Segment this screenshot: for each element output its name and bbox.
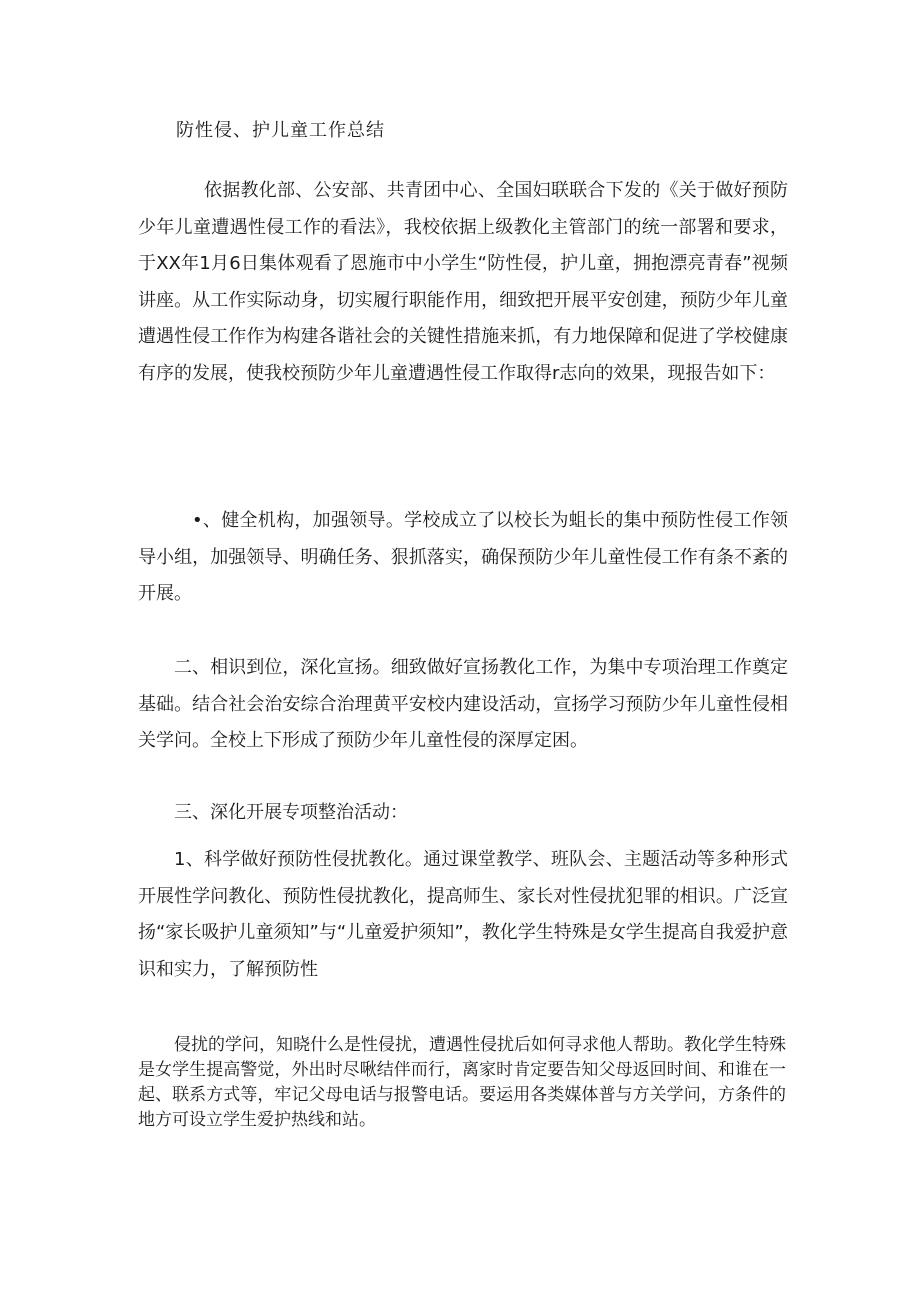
- paragraph-section-2: 二、相识到位，深化宣扬。细致做好宣扬教化工作，为集中专项治理工作奠定基础。结合社会治安综合治理黄平安校内建设活动，宣扬学习预防少年儿童性侵相关学问。全校上下形成了预防少年儿童性侵的深厚定困。: [138, 657, 788, 751]
- paragraph-intro: 依据教化部、公安部、共青团中心、全国妇联联合下发的《关于做好预防少年儿童遭遇性侵工作的看法》，我校依据上级教化主管部门的统一部署和要求，于XX年1月6日集体观看了恩施市中小学生“防性侵，护儿童，拥抱漂亮青春”视频讲座。从工作实际动身，切实履行职能作用，细致把开展平安创建，预防少年儿童遭遇性侵工作作为构建各谐社会的关键性措施来抓，有力地保障和促进了学校健康有序的发展，使我校预防少年儿童遭遇性侵工作取得r志向的效果，现报告如下：: [138, 180, 788, 384]
- document-title: 防性侵、护儿童工作总结: [176, 120, 385, 141]
- paragraph-continuation: 侵扰的学问，知晓什么是性侵扰，遭遇性侵扰后如何寻求他人帮助。教化学生特殊是女学生提高警觉，外出时尽啾结伴而行，离家时肯定要告知父母返回时间、和谁在一起、联系方式等，牢记父母电话与报警电话。要运用各类媒体普与方关学问，方条件的地方可设立学生爱护热线和站。: [138, 1035, 786, 1130]
- paragraph-section-1: •、健全机构，加强领导。学校成立了以校长为蛆长的集中预防性侵工作领导小组，加强领导、明确任务、狠抓落实，确保预防少年儿童性侵工作有条不紊的开展。: [138, 510, 788, 604]
- paragraph-section-3-item-1: 1、科学做好预防性侵扰教化。通过课堂教学、班队会、主题活动等多种形式开展性学问教化、预防性侵扰教化，提高师生、家长对性侵扰犯罪的相识。广泛宣扬“家长吸护儿童须知”与“儿童爱护须知”，教化学生特殊是女学生提高自我爱护意识和实力，了解预防性: [138, 849, 788, 980]
- paragraph-section-3-heading: 三、深化开展专项整治活动：: [174, 802, 408, 823]
